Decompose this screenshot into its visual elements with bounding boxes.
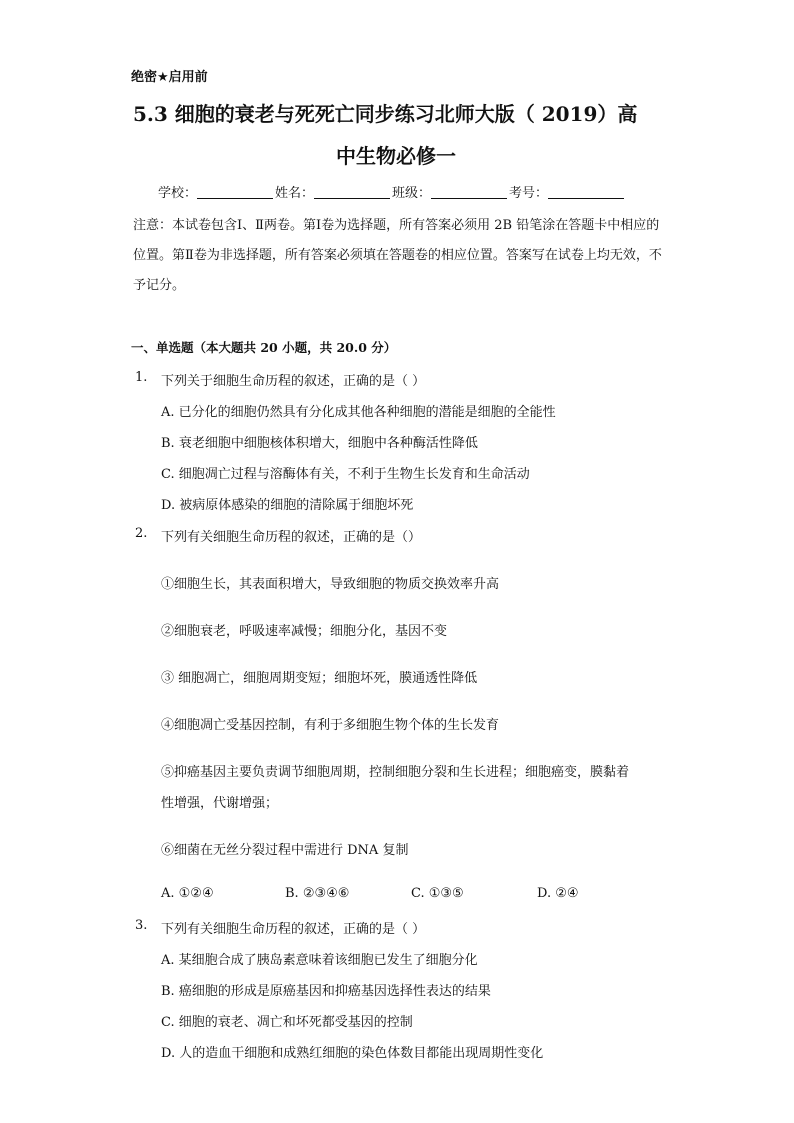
name-label: 姓名： (275, 186, 315, 201)
name-blank[interactable] (314, 186, 390, 199)
option-b[interactable]: B. 癌细胞的形成是原癌基因和抑癌基因选择性表达的结果 (161, 984, 491, 999)
confidential-label: 绝密★启用前 (131, 70, 208, 85)
option-a[interactable]: A. 已分化的细胞仍然具有分化成其他各种细胞的潜能是细胞的全能性 (161, 405, 556, 420)
statement-4: ④细胞凋亡受基因控制，有利于多细胞生物个体的生长发育 (161, 718, 500, 733)
option-a[interactable]: A. ①②④ (161, 886, 214, 901)
statement-5-cont: 性增强，代谢增强； (161, 796, 279, 811)
section-title: 一、单选题（本大题共 20 小题，共 20.0 分） (131, 340, 397, 355)
option-d[interactable]: D. 被病原体感染的细胞的清除属于细胞坏死 (161, 498, 414, 513)
option-c[interactable]: C. ①③⑤ (411, 886, 464, 901)
page-title-line2: 中生物必修一 (336, 144, 456, 168)
question-number: 3. (135, 918, 148, 933)
option-d[interactable]: D. 人的造血干细胞和成熟红细胞的染色体数目都能出现周期性变化 (161, 1046, 544, 1061)
option-c[interactable]: C. 细胞凋亡过程与溶酶体有关，不利于生物生长发育和生命活动 (161, 467, 530, 482)
option-d[interactable]: D. ②④ (537, 886, 579, 901)
statement-3: ③ 细胞凋亡，细胞周期变短；细胞坏死，膜通透性降低 (161, 671, 478, 686)
school-blank[interactable] (197, 186, 273, 199)
statement-6: ⑥细菌在无丝分裂过程中需进行 DNA 复制 (161, 843, 409, 858)
option-c[interactable]: C. 细胞的衰老、凋亡和坏死都受基因的控制 (161, 1015, 413, 1030)
class-label: 班级： (392, 186, 432, 201)
exam-no-label: 考号： (509, 186, 549, 201)
statement-5: ⑤抑癌基因主要负责调节细胞周期，控制细胞分裂和生长进程；细胞癌变，膜黏着 (161, 765, 630, 780)
question-stem: 下列关于细胞生命历程的叙述，正确的是（ ） (161, 374, 426, 389)
question-number: 1. (135, 370, 148, 385)
page-title-line1: 5.3 细胞的衰老与死死亡同步练习北师大版（ 2019）高 (133, 102, 638, 126)
statement-1: ①细胞生长，其表面积增大，导致细胞的物质交换效率升高 (161, 577, 500, 592)
exam-notice: 注意：本试卷包含Ⅰ、Ⅱ两卷。第Ⅰ卷为选择题，所有答案必须用 2B 铅笔涂在答题卡中相应的位置。第Ⅱ卷为非选择题，所有答案必须填在答题卷的相应位置。答案写在试卷上均无效，不予记分。 (133, 218, 662, 293)
statement-2: ②细胞衰老，呼吸速率减慢；细胞分化，基因不变 (161, 624, 448, 639)
school-label: 学校： (158, 186, 198, 201)
option-b[interactable]: B. 衰老细胞中细胞核体积增大，细胞中各种酶活性降低 (161, 436, 478, 451)
option-b[interactable]: B. ②③④⑥ (285, 886, 350, 901)
exam-no-blank[interactable] (548, 186, 624, 199)
student-info-row (158, 182, 626, 201)
question-stem: 下列有关细胞生命历程的叙述，正确的是（） (161, 530, 422, 545)
question-number: 2. (135, 526, 148, 541)
class-blank[interactable] (431, 186, 507, 199)
option-a[interactable]: A. 某细胞合成了胰岛素意味着该细胞已发生了细胞分化 (161, 953, 478, 968)
question-stem: 下列有关细胞生命历程的叙述，正确的是（ ） (161, 922, 426, 937)
